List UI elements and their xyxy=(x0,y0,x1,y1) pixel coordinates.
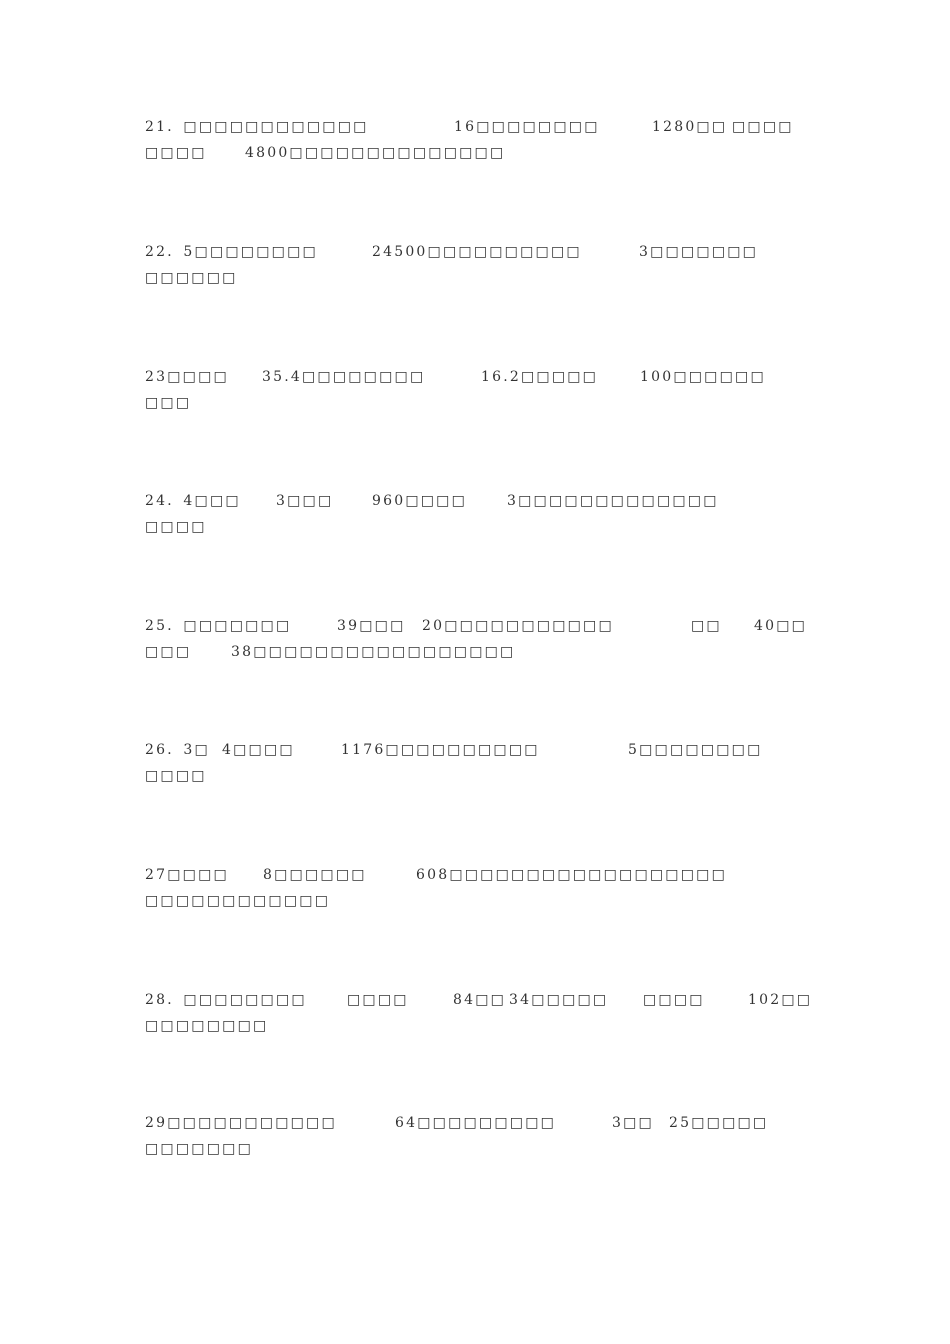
problem-25-text: 39□□□ xyxy=(337,618,406,634)
problem-29-text: □□□□□□□ xyxy=(145,1141,253,1157)
problem-26-text: 1176□□□□□□□□□□ xyxy=(341,742,540,758)
problem-24-text: 24．4□□□ xyxy=(145,493,241,509)
problem-21-text: 16□□□□□□□□ xyxy=(454,119,600,135)
problem-21-text: 1280□□ xyxy=(652,119,728,135)
problem-24-text: 960□□□□ xyxy=(372,493,468,509)
problem-25-text: 20□□□□□□□□□□□ xyxy=(422,618,614,634)
problem-23-text: 100□□□□□□ xyxy=(640,369,766,385)
problem-25-text: □□□ xyxy=(145,644,192,660)
problem-22-text: □□□□□□ xyxy=(145,270,238,286)
problem-29-text: 64□□□□□□□□□ xyxy=(395,1115,557,1131)
problem-24-text: □□□□ xyxy=(145,519,207,535)
problem-23-text: 23□□□□ xyxy=(145,369,229,385)
problem-25-text: 25．□□□□□□□ xyxy=(145,618,292,634)
problem-28-text: 102□□ xyxy=(748,992,813,1008)
problem-27-text: 608□□□□□□□□□□□□□□□□□□ xyxy=(416,867,728,883)
problem-21-text: □□□□ xyxy=(145,145,207,161)
problem-28-text: 28．□□□□□□□□ xyxy=(145,992,307,1008)
problem-21-text: □□□□ xyxy=(732,119,794,135)
problem-22 xyxy=(0,243,950,303)
problem-29-text: 25□□□□□ xyxy=(669,1115,769,1131)
problem-29 xyxy=(0,1114,950,1174)
problem-26 xyxy=(0,741,950,801)
problem-26-text: 26．3□ xyxy=(145,742,210,758)
problem-22-text: 22．5□□□□□□□□ xyxy=(145,244,318,260)
problem-27-text: 8□□□□□□ xyxy=(263,867,367,883)
problem-22-text: 24500□□□□□□□□□□ xyxy=(372,244,582,260)
problem-23-text: 35.4□□□□□□□□ xyxy=(262,369,426,385)
problem-23-text: □□□ xyxy=(145,395,192,411)
problem-26-text: 5□□□□□□□□ xyxy=(628,742,763,758)
problem-24-text: 3□□□ xyxy=(276,493,334,509)
problem-21-text: 21．□□□□□□□□□□□□ xyxy=(145,119,369,135)
problem-25 xyxy=(0,617,950,677)
problem-21 xyxy=(0,118,950,178)
problem-28-text: □□□□□□□□ xyxy=(145,1018,269,1034)
problem-28-text: □□□□ xyxy=(347,992,409,1008)
problem-29-text: 3□□ xyxy=(612,1115,654,1131)
problem-28-text: 34□□□□□ xyxy=(509,992,609,1008)
problem-24 xyxy=(0,492,950,552)
problem-25-text: □□ xyxy=(691,618,722,634)
problem-25-text: 38□□□□□□□□□□□□□□□□□ xyxy=(231,644,516,660)
problem-24-text: 3□□□□□□□□□□□□□ xyxy=(507,493,719,509)
problem-28-text: 84□□ xyxy=(453,992,507,1008)
problem-23-text: 16.2□□□□□ xyxy=(481,369,599,385)
problem-22-text: 3□□□□□□□ xyxy=(639,244,759,260)
problem-29-text: 29□□□□□□□□□□□ xyxy=(145,1115,337,1131)
problem-27-text: □□□□□□□□□□□□ xyxy=(145,893,331,909)
problem-26-text: □□□□ xyxy=(145,768,207,784)
problem-25-text: 40□□ xyxy=(754,618,808,634)
problem-27-text: 27□□□□ xyxy=(145,867,229,883)
problem-27 xyxy=(0,866,950,926)
problem-23 xyxy=(0,368,950,428)
problem-21-text: 4800□□□□□□□□□□□□□□ xyxy=(245,145,506,161)
problem-28-text: □□□□ xyxy=(643,992,705,1008)
problem-28 xyxy=(0,991,950,1051)
problem-26-text: 4□□□□ xyxy=(222,742,295,758)
